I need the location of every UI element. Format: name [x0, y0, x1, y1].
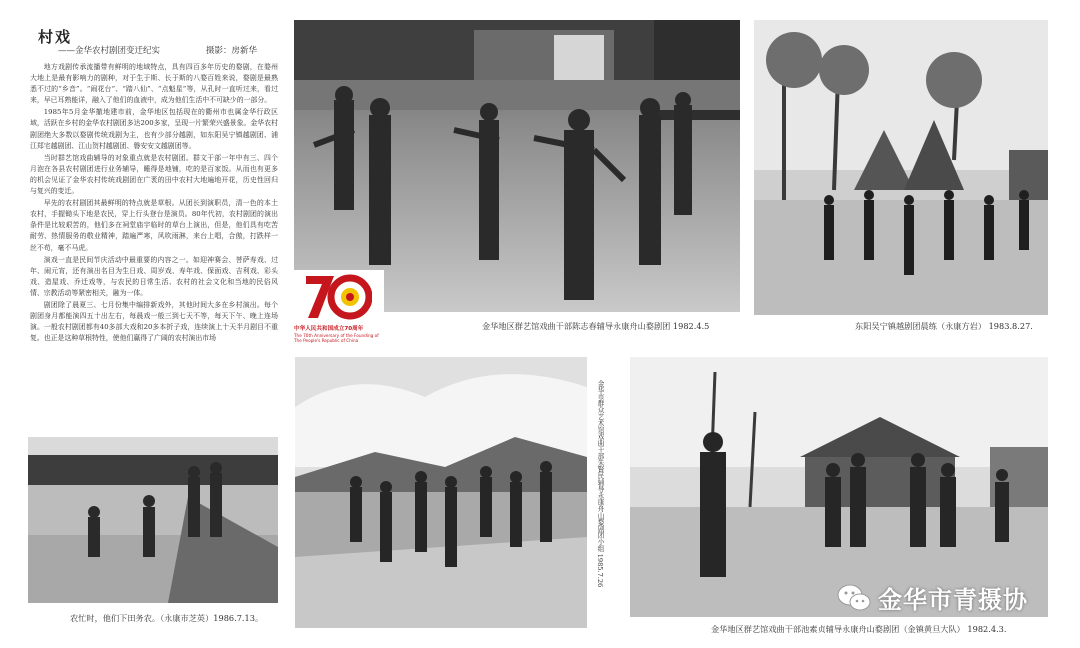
photo-image [295, 357, 587, 628]
article-paragraph: 1985年5月金华撤地建市前，金华地区包括现在的衢州市也属金华行政区域，活跃在乡村的金华农村剧团多达200多家，呈现一片繁荣兴盛景象。金华农村剧团绝大多数以婺剧传统戏剧为主，也有少部分越剧，如东阳吴宁镇越剧团、浦江郑宅越剧团、江山贺村越剧团、磐安安文越剧团等。 [30, 108, 278, 150]
wechat-icon [836, 583, 872, 613]
photo-outdoor-coaching [295, 357, 587, 628]
article-subtitle: ——金华农村剧团变迁纪实 [58, 46, 161, 56]
caption-photo1: 金华地区群艺馆戏曲干部陈志春辅导永康舟山婺剧团 1982.4.5 [482, 321, 710, 331]
caption-photo5: 金华地区群艺馆戏曲干部池素贞辅导永康舟山婺剧团（金镇黄旦大队） 1982.4.3. [711, 624, 1007, 634]
photo-image [294, 20, 740, 312]
photo-image [28, 437, 278, 603]
article-body [30, 62, 278, 410]
watermark-text: 金华市青摄协 [878, 586, 1028, 614]
article-paragraph: 早先的农村剧团其最鲜明的特点就是草根。从团长到演职员，清一色的本土农村，手握锄头下地是农民，穿上行头登台是演员。80年代初，农村剧团的演出条件是比较艰苦的，他们多在祠堂庙宇临时的草台上演出，但是，他们具有吃苦耐劳、热情服务的敬业精神，踏遍严寒，风吹雨淋，来台上唱，合傲，打跌样一丝不苟，毫不马虎。 [30, 199, 278, 252]
photo-morning-practice [754, 20, 1048, 315]
photo-troupe-rehearsal-yard [294, 20, 740, 312]
photo-image [630, 357, 1048, 617]
article-title: 村戏 [38, 28, 73, 46]
logo-text-en-2: The People's Republic of China [294, 338, 359, 343]
article-photographer: 摄影：房新华 [206, 46, 258, 56]
anniversary-logo [294, 270, 384, 350]
seventy-anniversary-emblem-icon [304, 272, 372, 322]
article-paragraph: 剧团除了晨夏三、七月份集中编排新戏外，其他时间大多在乡村演出。每个剧团身月都能演四五十出左右，每晨戏一般三到七天不等，每天下午、晚上连场演。一般农村剧团都有40多部大戏和20多本折子戏，连续演上十天半月剧目不重复。也正是这种草根特性，使他们赢得了广阔的农村演出市场 [30, 300, 278, 343]
logo-text-cn: 中华人民共和国成立70周年 [294, 326, 364, 332]
caption-photo4: 金华市群众艺术馆戏曲干部朱賢民辅导永康舟山婺剧团小组 1985.7.26 [596, 380, 604, 588]
article-paragraph: 地方戏剧传承流播带有鲜明的地域特点，具有四百多年历史的婺剧，在婺州大地上是最有影响力的剧种，对于生于斯、长于斯的八婺百姓来说，婺剧是最熟悉不过的“乡音”。“闹花台”、“踏八仙”、“点魁星”等，从孔时一直听过来，看过来，早已耳熟能详，融入了他们的血液中，成为他们生活中不可缺少的一部分。 [30, 63, 278, 105]
article-paragraph: 演戏一直是民间节庆活动中最重要的内容之一。如迎神赛会、菩萨寿戏、过年、闹元宵，还有演出名目为生日戏、周岁戏、寿年戏、保面戏、吉利戏、彩头戏、造屋戏、乔迁戏等，与农民的日常生活、农村的社会文化和当地的民俗风情、宗教活动等紧密相关，融为一体。 [30, 255, 278, 297]
caption-photo2: 东阳吴宁镇越剧团晨练（永康方岩） 1983.8.27. [855, 321, 1033, 331]
watermark [836, 580, 1028, 615]
caption-photo3: 农忙时，他们下田务农。（永康市芝英）1986.7.13。 [70, 613, 264, 623]
photo-field-work [28, 437, 278, 603]
photo-image [754, 20, 1048, 315]
photo-village-stage [630, 357, 1048, 617]
article-paragraph: 当时群艺馆戏曲辅导的对象重点就是农村剧团。群文干部一年中有三、四个月泡在各县农村剧团进行业务辅导，睡得是地铺，吃的是百家饭。从而也有更多的机会见证了金华农村传统戏剧团在广袤的田中农村大地遍地开花，历史性回归与复兴的变迁。 [30, 153, 278, 196]
logo-text-en-1: The 70th Anniversary of the Founding of [294, 333, 379, 338]
